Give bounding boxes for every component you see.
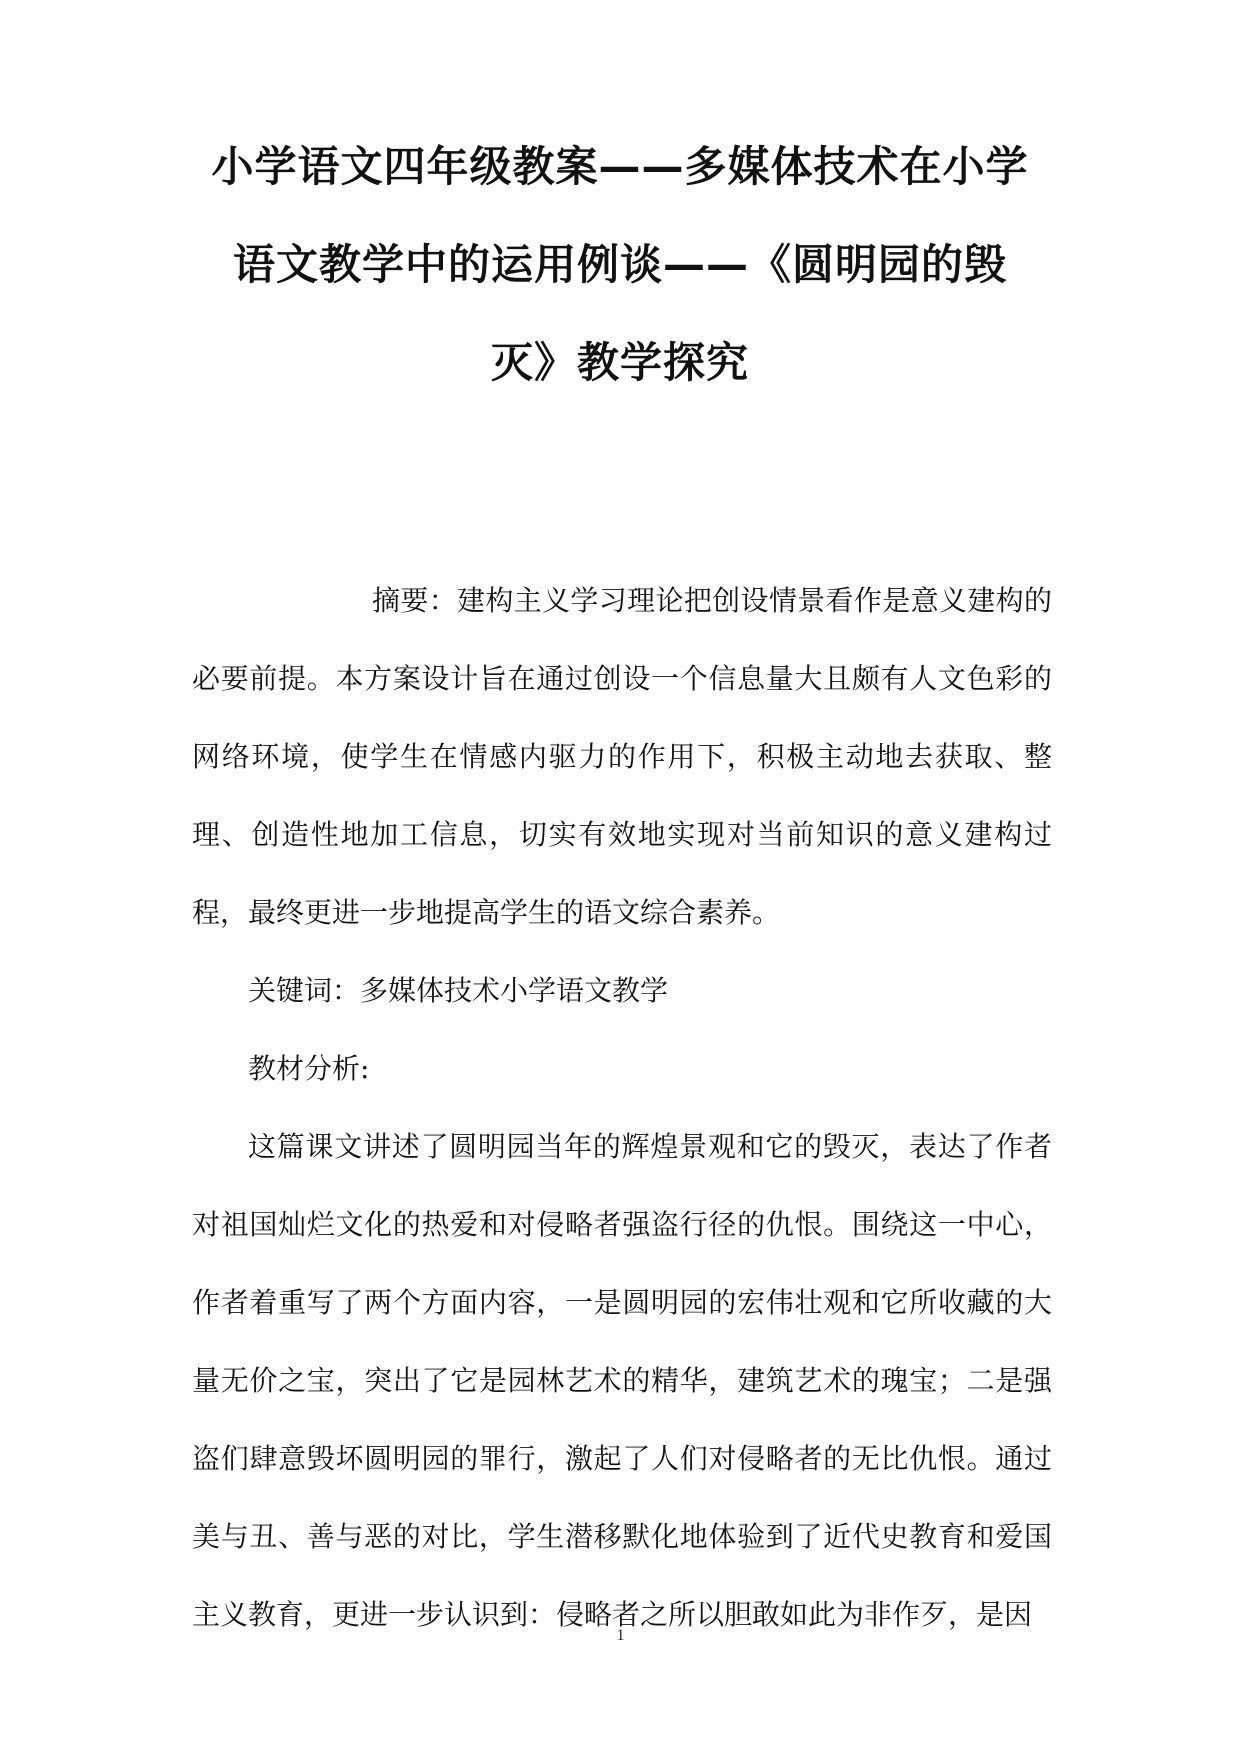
document-body [192,562,1052,1654]
title-line-1: 小学语文四年级教案——多媒体技术在小学 [211,142,1029,191]
section-heading: 教材分析: [248,1052,370,1085]
document-title [180,140,1060,434]
title-line-2: 语文教学中的运用例谈——《圆明园的毁 [232,240,1007,289]
page-number: 1 [616,1627,625,1644]
abstract-paragraph: 摘要：建构主义学习理论把创设情景看作是意义建构的必要前提。本方案设计旨在通过创设一个信息量大且颇有人文色彩的网络环境，使学生在情感内驱力的作用下，积极主动地去获取、整理、创造性地加工信息，切实有效地实现对当前知识的意义建构过程，最终更进一步地提高学生的语文综合素养。 [192,584,1052,929]
keywords-line: 关键词：多媒体技术小学语文教学 [248,974,669,1007]
title-line-3: 灭》教学探究 [490,338,749,387]
body-paragraph: 这篇课文讲述了圆明园当年的辉煌景观和它的毁灭，表达了作者对祖国灿烂文化的热爱和对侵略者强盗行径的仇恨。围绕这一中心，作者着重写了两个方面内容，一是圆明园的宏伟壮观和它所收藏的大量无价之宝，突出了它是园林艺术的精华，建筑艺术的瑰宝；二是强盗们肆意毁坏圆明园的罪行，激起了人们对侵略者的无比仇恨。通过美与丑、善与恶的对比，学生潜移默化地体验到了近代史教育和爱国主义教育，更进一步认识到：侵略者之所以胆敢如此为非作歹，是因 [192,1130,1052,1631]
